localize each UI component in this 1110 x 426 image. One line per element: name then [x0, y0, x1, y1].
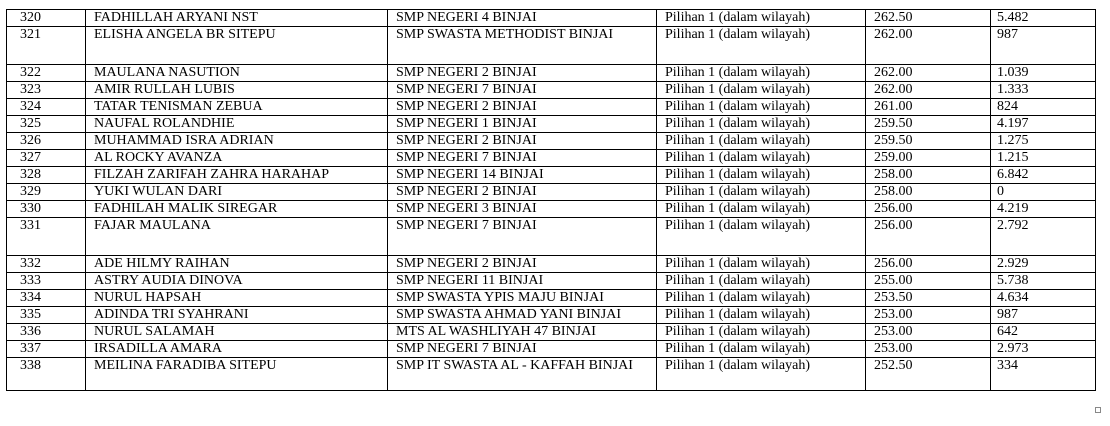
table-row	[7, 324, 1096, 341]
student-name-cell: ASTRY AUDIA DINOVA	[86, 273, 388, 290]
rank-value-cell: 1.333	[991, 82, 1096, 99]
table-row	[7, 358, 1096, 391]
rank-value-cell: 1.275	[991, 133, 1096, 150]
table-row	[7, 273, 1096, 290]
row-number-cell: 322	[7, 65, 86, 82]
table-row	[7, 65, 1096, 82]
row-number-cell: 332	[7, 256, 86, 273]
student-name-cell: MAULANA NASUTION	[86, 65, 388, 82]
student-name-cell: FILZAH ZARIFAH ZAHRA HARAHAP	[86, 167, 388, 184]
choice-option-cell: Pilihan 1 (dalam wilayah)	[657, 307, 866, 324]
score-cell: 261.00	[866, 99, 991, 116]
choice-option-cell: Pilihan 1 (dalam wilayah)	[657, 65, 866, 82]
student-name-cell: ADINDA TRI SYAHRANI	[86, 307, 388, 324]
row-number-cell: 321	[7, 27, 86, 65]
score-cell: 256.00	[866, 201, 991, 218]
row-number-cell: 330	[7, 201, 86, 218]
score-cell: 259.00	[866, 150, 991, 167]
choice-option-cell: Pilihan 1 (dalam wilayah)	[657, 290, 866, 307]
table-row	[7, 167, 1096, 184]
school-name-cell: SMP NEGERI 3 BINJAI	[388, 201, 657, 218]
rank-value-cell: 2.929	[991, 256, 1096, 273]
rank-value-cell: 1.039	[991, 65, 1096, 82]
score-cell: 252.50	[866, 358, 991, 391]
score-cell: 255.00	[866, 273, 991, 290]
score-cell: 253.00	[866, 307, 991, 324]
results-table-body	[7, 10, 1096, 391]
rank-value-cell: 824	[991, 99, 1096, 116]
table-row	[7, 27, 1096, 65]
table-row	[7, 82, 1096, 99]
table-row	[7, 290, 1096, 307]
row-number-cell: 333	[7, 273, 86, 290]
student-name-cell: YUKI WULAN DARI	[86, 184, 388, 201]
table-row	[7, 256, 1096, 273]
school-name-cell: SMP NEGERI 11 BINJAI	[388, 273, 657, 290]
row-number-cell: 327	[7, 150, 86, 167]
table-row	[7, 150, 1096, 167]
row-number-cell: 334	[7, 290, 86, 307]
rank-value-cell: 5.738	[991, 273, 1096, 290]
score-cell: 262.00	[866, 65, 991, 82]
school-name-cell: SMP NEGERI 7 BINJAI	[388, 218, 657, 256]
choice-option-cell: Pilihan 1 (dalam wilayah)	[657, 358, 866, 391]
choice-option-cell: Pilihan 1 (dalam wilayah)	[657, 116, 866, 133]
school-name-cell: SMP NEGERI 7 BINJAI	[388, 150, 657, 167]
score-cell: 256.00	[866, 256, 991, 273]
student-name-cell: FAJAR MAULANA	[86, 218, 388, 256]
table-row	[7, 133, 1096, 150]
school-name-cell: SMP NEGERI 2 BINJAI	[388, 184, 657, 201]
score-cell: 253.00	[866, 341, 991, 358]
rank-value-cell: 334	[991, 358, 1096, 391]
table-resize-handle[interactable]	[1095, 407, 1101, 413]
score-cell: 262.00	[866, 82, 991, 99]
rank-value-cell: 642	[991, 324, 1096, 341]
row-number-cell: 323	[7, 82, 86, 99]
score-cell: 259.50	[866, 116, 991, 133]
student-name-cell: FADHILAH MALIK SIREGAR	[86, 201, 388, 218]
student-name-cell: ELISHA ANGELA BR SITEPU	[86, 27, 388, 65]
row-number-cell: 328	[7, 167, 86, 184]
results-table	[6, 9, 1096, 391]
school-name-cell: SMP NEGERI 2 BINJAI	[388, 256, 657, 273]
student-name-cell: IRSADILLA AMARA	[86, 341, 388, 358]
student-name-cell: NURUL HAPSAH	[86, 290, 388, 307]
table-row	[7, 116, 1096, 133]
rank-value-cell: 2.792	[991, 218, 1096, 256]
student-name-cell: MEILINA FARADIBA SITEPU	[86, 358, 388, 391]
rank-value-cell: 5.482	[991, 10, 1096, 27]
choice-option-cell: Pilihan 1 (dalam wilayah)	[657, 167, 866, 184]
table-row	[7, 307, 1096, 324]
row-number-cell: 324	[7, 99, 86, 116]
school-name-cell: SMP NEGERI 14 BINJAI	[388, 167, 657, 184]
rank-value-cell: 4.634	[991, 290, 1096, 307]
row-number-cell: 331	[7, 218, 86, 256]
rank-value-cell: 2.973	[991, 341, 1096, 358]
choice-option-cell: Pilihan 1 (dalam wilayah)	[657, 10, 866, 27]
table-row	[7, 201, 1096, 218]
rank-value-cell: 4.219	[991, 201, 1096, 218]
choice-option-cell: Pilihan 1 (dalam wilayah)	[657, 82, 866, 99]
school-name-cell: SMP SWASTA YPIS MAJU BINJAI	[388, 290, 657, 307]
score-cell: 253.50	[866, 290, 991, 307]
student-name-cell: MUHAMMAD ISRA ADRIAN	[86, 133, 388, 150]
school-name-cell: SMP NEGERI 4 BINJAI	[388, 10, 657, 27]
student-name-cell: FADHILLAH ARYANI NST	[86, 10, 388, 27]
choice-option-cell: Pilihan 1 (dalam wilayah)	[657, 99, 866, 116]
rank-value-cell: 987	[991, 27, 1096, 65]
row-number-cell: 338	[7, 358, 86, 391]
school-name-cell: SMP NEGERI 1 BINJAI	[388, 116, 657, 133]
choice-option-cell: Pilihan 1 (dalam wilayah)	[657, 218, 866, 256]
student-name-cell: TATAR TENISMAN ZEBUA	[86, 99, 388, 116]
table-row	[7, 10, 1096, 27]
choice-option-cell: Pilihan 1 (dalam wilayah)	[657, 256, 866, 273]
choice-option-cell: Pilihan 1 (dalam wilayah)	[657, 27, 866, 65]
score-cell: 258.00	[866, 167, 991, 184]
score-cell: 258.00	[866, 184, 991, 201]
row-number-cell: 335	[7, 307, 86, 324]
school-name-cell: SMP NEGERI 2 BINJAI	[388, 65, 657, 82]
row-number-cell: 336	[7, 324, 86, 341]
school-name-cell: SMP IT SWASTA AL - KAFFAH BINJAI	[388, 358, 657, 391]
rank-value-cell: 1.215	[991, 150, 1096, 167]
school-name-cell: SMP NEGERI 7 BINJAI	[388, 341, 657, 358]
choice-option-cell: Pilihan 1 (dalam wilayah)	[657, 324, 866, 341]
student-name-cell: NURUL SALAMAH	[86, 324, 388, 341]
student-name-cell: AL ROCKY AVANZA	[86, 150, 388, 167]
table-row	[7, 341, 1096, 358]
school-name-cell: SMP NEGERI 2 BINJAI	[388, 99, 657, 116]
school-name-cell: SMP NEGERI 7 BINJAI	[388, 82, 657, 99]
school-name-cell: MTS AL WASHLIYAH 47 BINJAI	[388, 324, 657, 341]
score-cell: 259.50	[866, 133, 991, 150]
student-name-cell: NAUFAL ROLANDHIE	[86, 116, 388, 133]
table-row	[7, 218, 1096, 256]
score-cell: 262.50	[866, 10, 991, 27]
rank-value-cell: 0	[991, 184, 1096, 201]
choice-option-cell: Pilihan 1 (dalam wilayah)	[657, 201, 866, 218]
row-number-cell: 325	[7, 116, 86, 133]
choice-option-cell: Pilihan 1 (dalam wilayah)	[657, 273, 866, 290]
row-number-cell: 329	[7, 184, 86, 201]
score-cell: 256.00	[866, 218, 991, 256]
school-name-cell: SMP NEGERI 2 BINJAI	[388, 133, 657, 150]
choice-option-cell: Pilihan 1 (dalam wilayah)	[657, 184, 866, 201]
table-row	[7, 184, 1096, 201]
student-name-cell: AMIR RULLAH LUBIS	[86, 82, 388, 99]
rank-value-cell: 987	[991, 307, 1096, 324]
rank-value-cell: 4.197	[991, 116, 1096, 133]
school-name-cell: SMP SWASTA METHODIST BINJAI	[388, 27, 657, 65]
choice-option-cell: Pilihan 1 (dalam wilayah)	[657, 150, 866, 167]
table-row	[7, 99, 1096, 116]
school-name-cell: SMP SWASTA AHMAD YANI BINJAI	[388, 307, 657, 324]
row-number-cell: 320	[7, 10, 86, 27]
choice-option-cell: Pilihan 1 (dalam wilayah)	[657, 133, 866, 150]
score-cell: 262.00	[866, 27, 991, 65]
row-number-cell: 337	[7, 341, 86, 358]
student-name-cell: ADE HILMY RAIHAN	[86, 256, 388, 273]
score-cell: 253.00	[866, 324, 991, 341]
row-number-cell: 326	[7, 133, 86, 150]
choice-option-cell: Pilihan 1 (dalam wilayah)	[657, 341, 866, 358]
rank-value-cell: 6.842	[991, 167, 1096, 184]
